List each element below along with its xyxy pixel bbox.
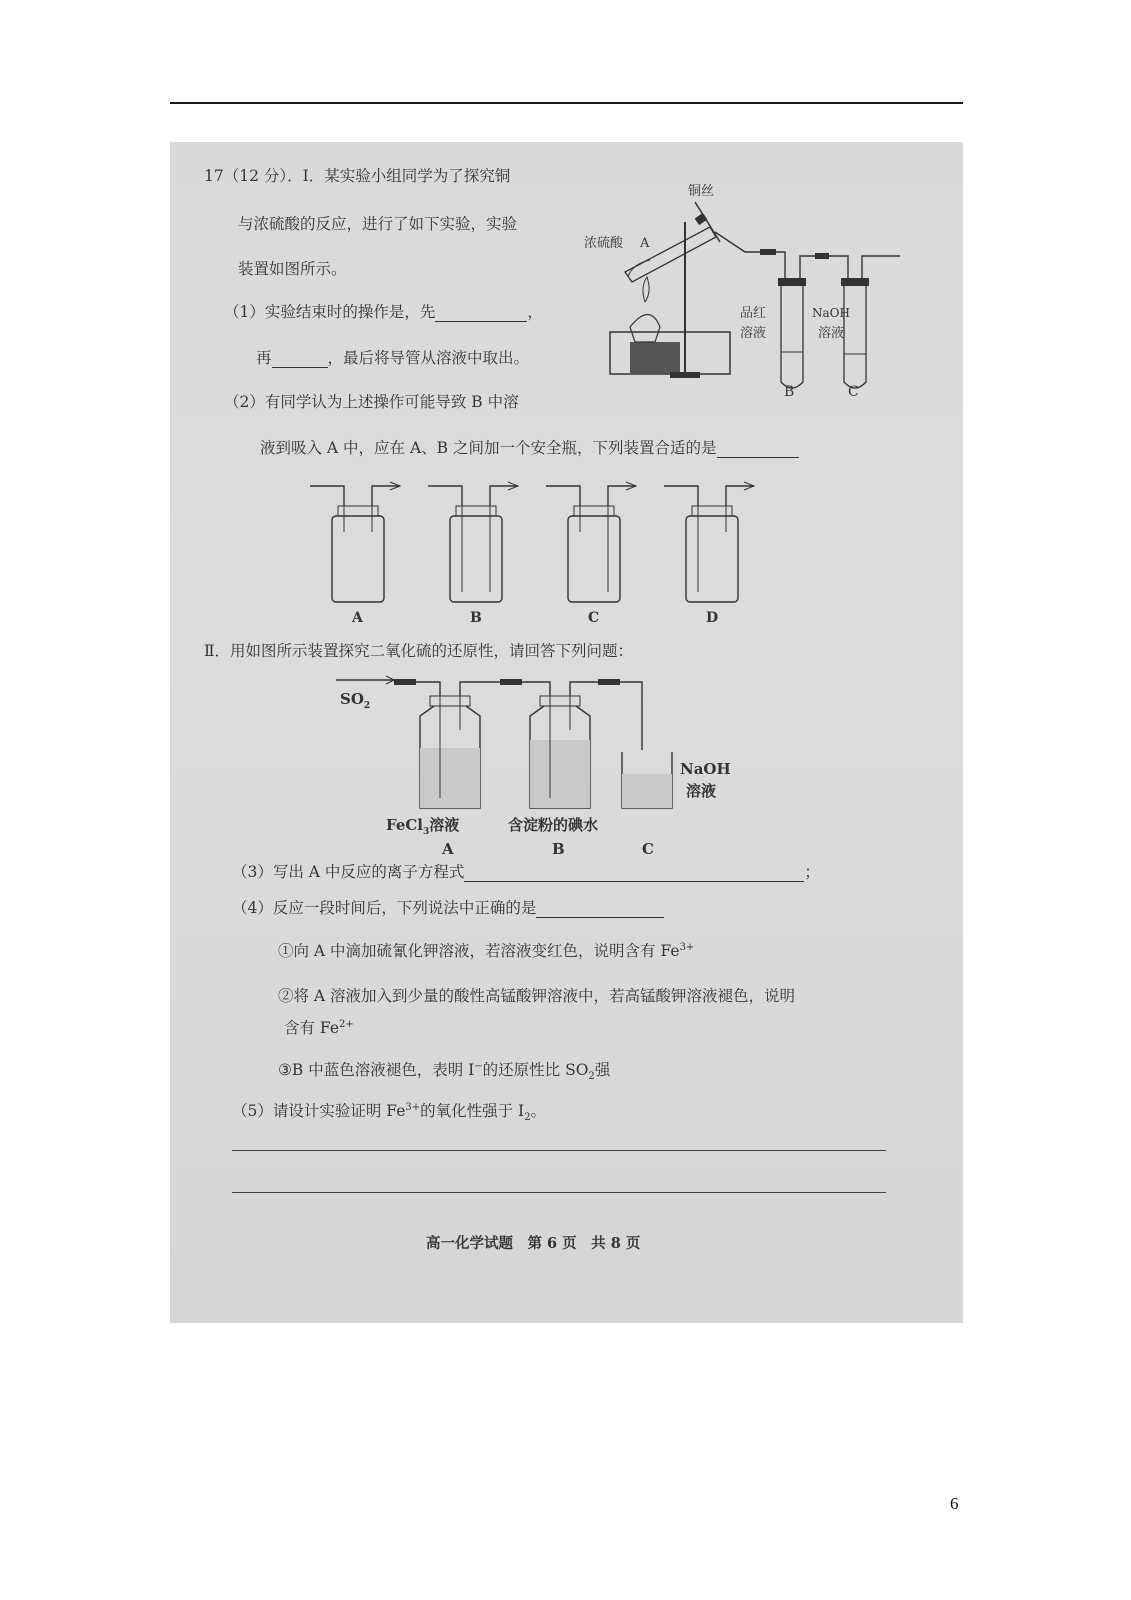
q2-text: 液到吸入 A 中，应在 A、B 之间加一个安全瓶，下列装置合适的是	[260, 439, 717, 457]
q5-answer-line-2[interactable]	[232, 1192, 886, 1193]
q4-opt3: ③B 中蓝色溶液褪色，表明 I−的还原性比 $SO_2$强	[278, 1060, 611, 1083]
label-pinhong-2: 溶液	[740, 326, 767, 341]
page-number: 6	[950, 1494, 959, 1513]
apparatus-figure-1	[584, 182, 900, 402]
q4-opt2a: ②将 A 溶液加入到少量的酸性高锰酸钾溶液中，若高锰酸钾溶液褪色，说明	[278, 987, 796, 1005]
q17-header: 17（12 分）．Ⅰ．某实验小组同学为了探究铜	[204, 167, 511, 185]
q3-end: ；	[804, 863, 820, 881]
q17-line2: 与浓硫酸的反应，进行了如下实验，实验	[238, 215, 518, 233]
q5-line: （5）请设计实验证明 $Fe^{3+}$的氧化性强于 $I_2$。	[232, 1101, 547, 1124]
option-bottle-c	[546, 482, 636, 602]
label-fig1-a: A	[640, 236, 650, 251]
label-naoh-1: NaOH	[812, 306, 850, 320]
label-fig1-c: C	[848, 384, 859, 400]
option-label-d: D	[706, 610, 719, 626]
option-label-b: B	[470, 610, 482, 626]
option-label-a: A	[352, 610, 363, 626]
option-bottle-a	[310, 482, 400, 602]
q2-line1: （2）有同学认为上述操作可能导致 B 中溶	[224, 393, 519, 411]
q1-text-c: 再	[256, 349, 272, 367]
q1-text-b: ，	[527, 303, 543, 321]
part2-header: Ⅱ．用如图所示装置探究二氧化硫的还原性，请回答下列问题：	[204, 642, 634, 660]
q3-text: （3）写出 A 中反应的离子方程式	[232, 863, 465, 881]
q1-text-d: ，最后将导管从溶液中取出。	[327, 349, 530, 367]
label-fig2-c: C	[642, 840, 654, 858]
q17-line3: 装置如图所示。	[238, 260, 347, 278]
label-pinhong-1: 品红	[740, 306, 767, 321]
q4-blank[interactable]	[536, 901, 664, 918]
label-iodine: 含淀粉的碘水	[508, 816, 599, 834]
label-fig2-naoh-2: 溶液	[686, 782, 717, 800]
q3-line	[232, 860, 820, 882]
q3-blank[interactable]	[464, 865, 804, 882]
option-bottle-d	[664, 482, 754, 602]
option-bottle-b	[428, 482, 518, 602]
apparatus-figure-2	[330, 670, 750, 860]
label-fecl3: FeCl$_3$溶液	[386, 816, 460, 837]
q4-line	[232, 896, 664, 918]
q1-text-a: （1）实验结束时的操作是，先	[224, 303, 436, 321]
q4-opt1: ①向 A 中滴加硫氰化钾溶液，若溶液变红色，说明含有 $Fe^{3+}$	[278, 941, 695, 960]
q2-line2	[260, 436, 799, 458]
q1-blank-1[interactable]	[435, 305, 527, 322]
label-fig2-naoh-1: NaOH	[680, 760, 731, 778]
q2-blank[interactable]	[717, 441, 799, 458]
q1-line	[224, 300, 543, 322]
option-label-c: C	[588, 610, 600, 626]
q4-text: （4）反应一段时间后，下列说法中正确的是	[232, 899, 537, 917]
scanned-page-photo	[170, 142, 963, 1323]
label-naoh-2: 溶液	[818, 326, 845, 341]
q5-answer-line-1[interactable]	[232, 1150, 886, 1151]
label-copper-wire: 铜丝	[688, 184, 715, 199]
label-so2: $SO_2$	[340, 690, 371, 711]
label-conc-acid: 浓硫酸	[584, 236, 624, 251]
label-fig2-b: B	[552, 840, 565, 858]
page-footer: 高一化学试题 第 6 页 共 8 页	[426, 1235, 641, 1252]
label-fig2-a: A	[442, 840, 454, 858]
top-rule	[170, 102, 963, 104]
label-fig1-b: B	[784, 384, 795, 400]
safety-bottle-options	[310, 472, 780, 627]
q1-line2	[256, 346, 529, 368]
q4-opt2b: 含有 $Fe^{2+}$	[284, 1018, 354, 1037]
q1-blank-2[interactable]	[272, 351, 328, 368]
